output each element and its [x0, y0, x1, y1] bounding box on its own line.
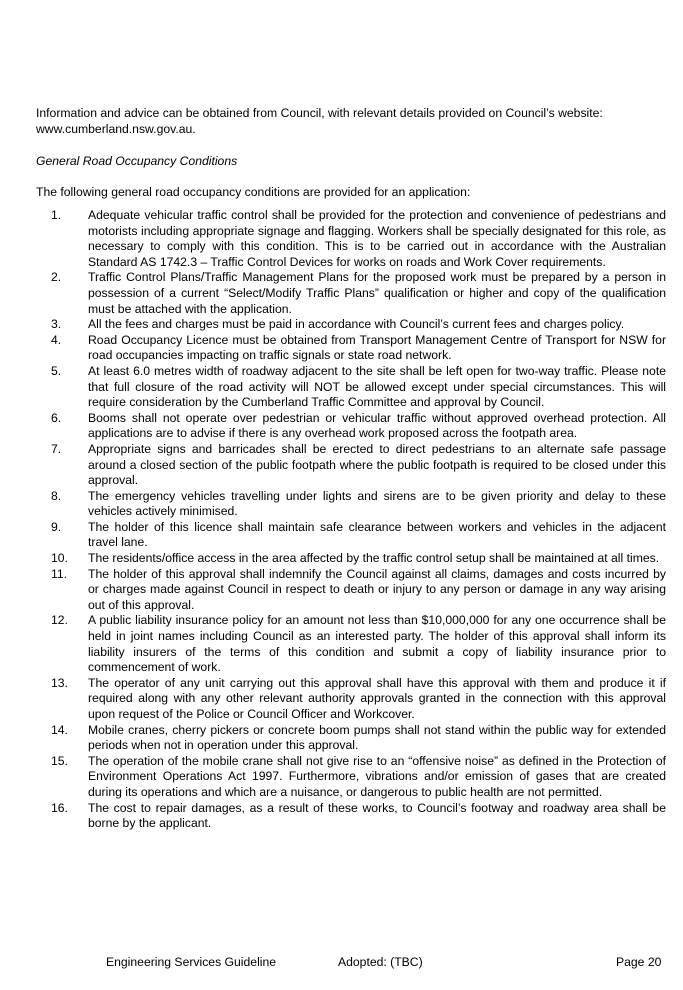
footer-document-title: Engineering Services Guideline [106, 955, 277, 969]
condition-item [36, 270, 666, 317]
condition-text: The holder of this approval shall indemnify the Council against all claims, damages and costs incurred by or charges made against Council in respect to death or injury to any person or damage in any way arising out of this approval. [88, 566, 666, 612]
condition-number: 3. [51, 317, 62, 332]
condition-text: A public liability insurance policy for an amount not less than $10,000,000 for any one occurrence shall be held in joint names including Council as an interested party. The holder of this approval shall inform its liability insurers of the terms of this condition and submit a copy of liability insurance prior to commencement of work. [88, 613, 666, 675]
condition-text: Booms shall not operate over pedestrian or vehicular traffic without approved overhead protection. All applications are to advise if there is any overhead work proposed across the footpath area. [88, 410, 666, 441]
condition-number: 13. [51, 675, 68, 690]
condition-text: The cost to repair damages, as a result of these works, to Council’s footway and roadway area shall be borne by the applicant. [88, 800, 666, 831]
condition-text: The holder of this licence shall maintain safe clearance between workers and vehicles in the adjacent travel lane. [88, 519, 666, 550]
condition-text: The operator of any unit carrying out this approval shall have this approval with them and produce it if required along with any other relevant authority approvals granted in the connection with this approval upon request of the Police or Council Officer and Workcover. [88, 675, 666, 721]
condition-item [36, 411, 666, 442]
condition-number: 16. [51, 800, 68, 815]
condition-item [36, 723, 666, 754]
condition-text: Traffic Control Plans/Traffic Management Plans for the proposed work must be prepared by a person in possession of a current “Select/Modify Traffic Plans” qualification or higher and copy of the qualification must be attached with the application. [88, 270, 666, 316]
condition-number: 9. [51, 519, 62, 534]
section-heading: General Road Occupancy Conditions [36, 154, 238, 168]
condition-item [36, 442, 666, 489]
condition-number: 14. [51, 722, 68, 737]
condition-text: All the fees and charges must be paid in accordance with Council’s current fees and charges policy. [88, 317, 625, 332]
condition-item [36, 567, 666, 614]
conditions-list [36, 208, 666, 832]
condition-number: 7. [51, 441, 62, 456]
condition-number: 2. [51, 270, 62, 285]
condition-number: 4. [51, 332, 62, 347]
condition-item [36, 801, 666, 832]
condition-number: 12. [51, 613, 68, 628]
condition-number: 8. [51, 488, 62, 503]
condition-text: At least 6.0 metres width of roadway adjacent to the site shall be left open for two-way traffic. Please note that full closure of the road activity will NOT be allowed except under special circumstances. This will require consideration by the Cumberland Traffic Committee and approval by Council. [88, 363, 666, 410]
condition-text: Appropriate signs and barricades shall be erected to direct pedestrians to an alternate safe passage around a closed section of the public footpath where the public footpath is required to be closed under this approval. [88, 441, 666, 488]
footer-page-number: Page 20 [616, 955, 662, 969]
condition-text: The residents/office access in the area affected by the traffic control setup shall be maintained at all times. [88, 551, 660, 566]
condition-item [36, 754, 666, 801]
condition-text: The emergency vehicles travelling under lights and sirens are to be given priority and delay to these vehicles actively minimised. [88, 488, 666, 519]
condition-item [36, 333, 666, 364]
footer-adopted-status: Adopted: (TBC) [338, 955, 423, 969]
condition-item [36, 520, 666, 551]
intro-paragraph: Information and advice can be obtained from Council, with relevant details provided on Council’s website: www.cumberland.nsw.gov.au. [36, 106, 603, 136]
condition-number: 5. [51, 363, 62, 378]
lead-sentence: The following general road occupancy conditions are provided for an application: [36, 185, 471, 199]
condition-item [36, 208, 666, 270]
condition-item [36, 613, 666, 675]
condition-text: Road Occupancy Licence must be obtained from Transport Management Centre of Transport for NSW for road occupancies impacting on traffic signals or state road network. [88, 332, 666, 363]
condition-text: Adequate vehicular traffic control shall be provided for the protection and convenience of pedestrians and motorists including appropriate signage and flagging. Workers shall be specially designated for this role, as necessary to comply with this condition. This is to be carried out in accordance with the Australian Standard AS 1742.3 – Traffic Control Devices for works on roads and Work Cover requirements. [88, 208, 666, 269]
condition-item [36, 489, 666, 520]
condition-number: 11. [51, 566, 68, 581]
condition-item [36, 676, 666, 723]
condition-item [36, 317, 666, 333]
condition-text: The operation of the mobile crane shall not give rise to an “offensive noise” as defined in the Protection of Environment Operations Act 1997. Furthermore, vibrations and/or emission of gases that are created during its operations and which are a nuisance, or dangerous to public health are not permitted. [88, 753, 666, 799]
condition-item [36, 551, 666, 567]
condition-number: 6. [51, 410, 62, 425]
condition-number: 10. [51, 551, 68, 566]
condition-number: 1. [51, 208, 62, 222]
condition-text: Mobile cranes, cherry pickers or concrete boom pumps shall not stand within the public way for extended periods when not in operation under this approval. [88, 722, 666, 753]
condition-item [36, 364, 666, 411]
condition-number: 15. [51, 753, 68, 768]
